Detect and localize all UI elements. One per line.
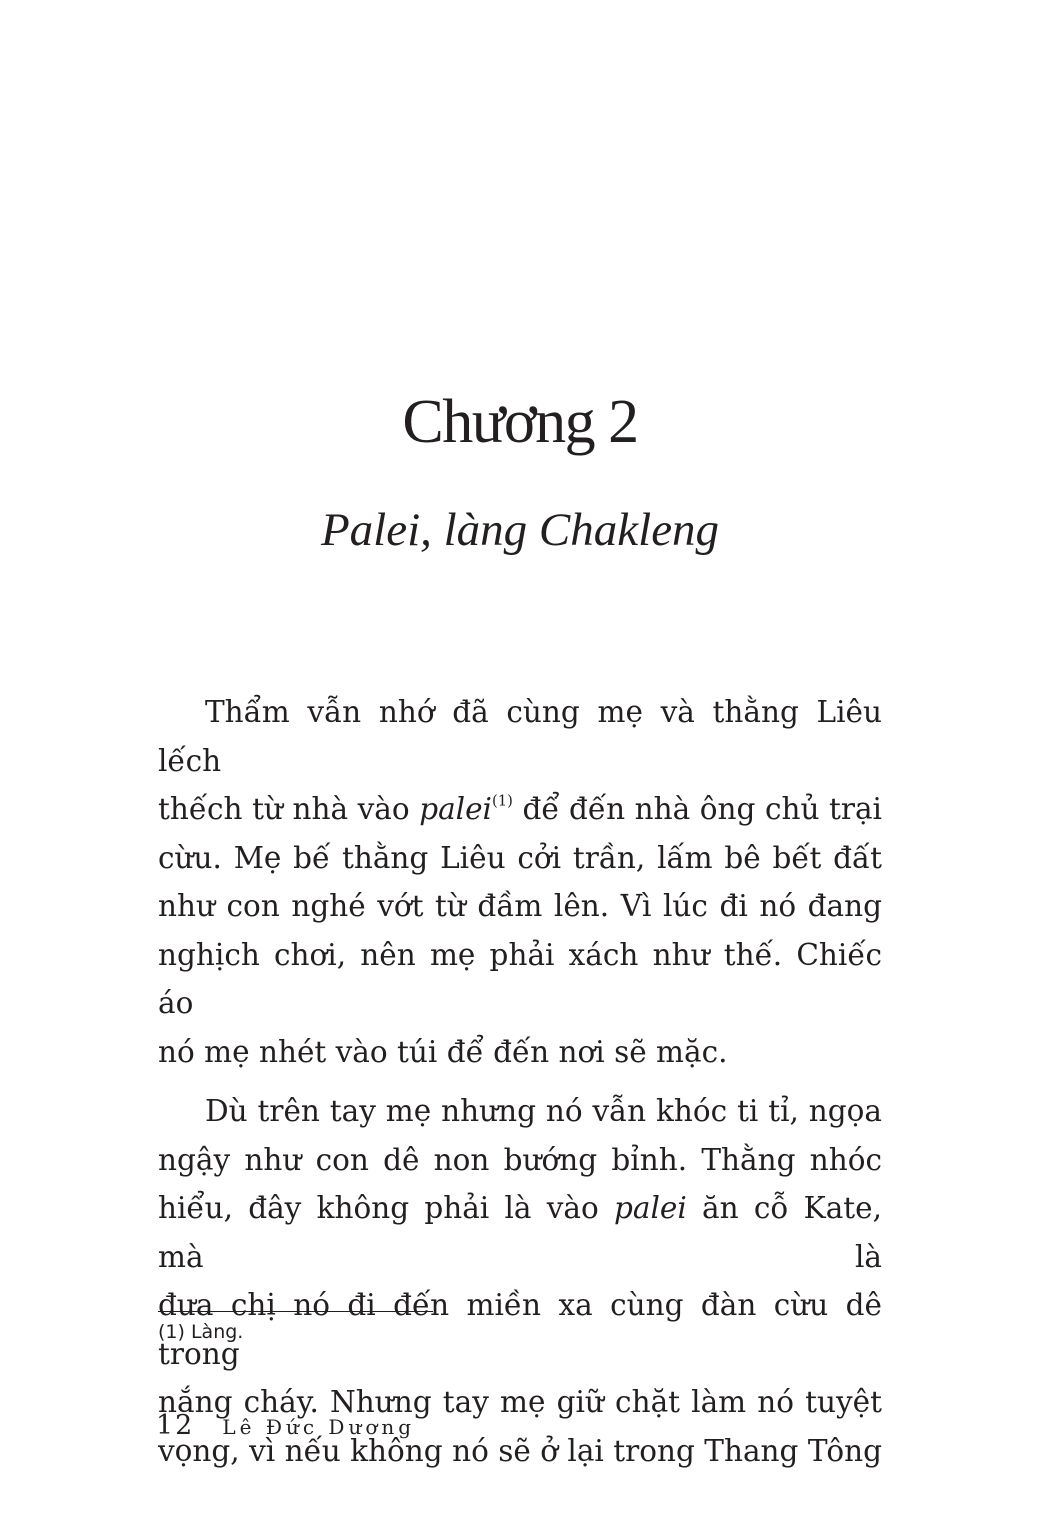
chapter-subtitle: Palei, làng Chakleng (320, 504, 720, 556)
text-line: đưa chị nó đi đến miền xa cùng đàn cừu dê trong (158, 1288, 882, 1371)
text-line: cừu. Mẹ bế thằng Liêu cởi trần, lấm bê bết đất (158, 840, 882, 875)
body-text (158, 688, 882, 1486)
text-run: để đến nhà ông chủ trại (512, 792, 882, 826)
footnote-text: Làng. (190, 1321, 244, 1343)
text-line: vọng, vì nếu không nó sẽ ở lại trong Thang Tông (158, 1433, 882, 1468)
paragraph-1 (158, 688, 882, 1076)
footnote-marker: (1) (158, 1321, 185, 1343)
text-line: nghịch chơi, nên mẹ phải xách như thế. Chiếc áo (158, 937, 882, 1020)
italic-term-palei: palei (419, 792, 492, 826)
text-line: như con nghé vớt từ đầm lên. Vì lúc đi nó đang (158, 889, 882, 923)
footnote-reference[interactable]: (1) (492, 792, 513, 810)
chapter-title: Chương 2 (402, 388, 638, 456)
text-line: ngậy như con dê non bướng bỉnh. Thằng nhóc (158, 1142, 882, 1177)
text-line: Thẩm vẫn nhớ đã cùng mẹ và thằng Liêu lếch (158, 695, 882, 778)
page-number: 12 (156, 1410, 195, 1441)
text-line (158, 785, 882, 834)
text-line: Dù trên tay mẹ nhưng nó vẫn khóc ti tỉ, ngọa (205, 1094, 882, 1128)
page-footer (156, 1410, 415, 1441)
text-line: nó mẹ nhét vào túi để đến nơi sẽ mặc. (158, 1034, 728, 1069)
text-line: nắng cháy. Nhưng tay mẹ giữ chặt làm nó tuyệt (158, 1385, 882, 1419)
text-run: hiểu, đây không phải là vào (158, 1191, 614, 1225)
text-run: ăn cỗ Kate, mà là (158, 1191, 883, 1274)
footnote (158, 1320, 243, 1344)
italic-term-palei: palei (614, 1191, 687, 1225)
text-line (158, 1184, 882, 1281)
text-run: thếch từ nhà vào (158, 792, 420, 826)
footnote-divider (158, 1311, 433, 1312)
author-name: Lê Đức Dương (222, 1415, 416, 1439)
